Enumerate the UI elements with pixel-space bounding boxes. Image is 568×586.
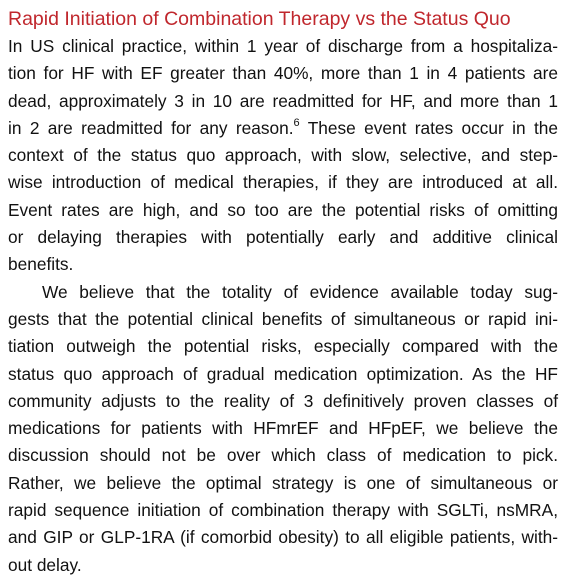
paragraph-line: and GIP or GLP-1RA (if comorbid obesity) to all eligible patients, with- (8, 527, 558, 548)
paragraph-line: tiation outweigh the potential risks, especially compared with the (8, 336, 558, 357)
paragraph-line: Event rates are high, and so too are the potential risks of omitting (8, 199, 558, 220)
paragraph-line: context of the status quo approach, with slow, selective, and step- (8, 145, 558, 166)
paragraph-line: dead, approximately 3 in 10 are readmitted for HF, and more than 1 (8, 90, 558, 111)
paragraph-text: These event rates occur in the (299, 117, 558, 138)
paragraph-line: or delaying therapies with potentially early and additive clinical (8, 227, 558, 248)
citation-reference[interactable]: 6 (293, 117, 300, 130)
paragraph-line: gests that the potential clinical benefits of simultaneous or rapid ini- (8, 308, 558, 329)
paragraph-line: community adjusts to the reality of 3 definitively proven classes of (8, 390, 558, 411)
paragraph-line: tion for HF with EF greater than 40%, more than 1 in 4 patients are (8, 63, 558, 84)
paragraph-line: wise introduction of medical therapies, if they are introduced at all. (8, 172, 558, 193)
paragraph-1 (8, 33, 558, 279)
paragraph-line: benefits. (8, 254, 74, 275)
paragraph-line: Rather, we believe the optimal strategy is one of simultaneous or (8, 472, 558, 493)
paragraph-line: rapid sequence initiation of combination therapy with SGLTi, nsMRA, (8, 500, 558, 521)
paragraph-line: status quo approach of gradual medication optimization. As the HF (8, 363, 558, 384)
paragraph-2 (8, 279, 558, 579)
paragraph-text: in 2 are readmitted for any reason. (8, 117, 294, 138)
paragraph-line: In US clinical practice, within 1 year of discharge from a hospitaliza- (8, 36, 558, 56)
paragraph-line: medications for patients with HFmrEF and HFpEF, we believe the (8, 418, 558, 439)
paragraph-line: We believe that the totality of evidence available today sug- (42, 281, 558, 302)
paragraph-line: out delay. (8, 554, 82, 575)
section-heading: Rapid Initiation of Combination Therapy vs the Status Quo (8, 8, 511, 30)
paragraph-line: discussion should not be over which class of medication to pick. (8, 445, 558, 466)
paragraph-line-with-citation (8, 115, 558, 142)
